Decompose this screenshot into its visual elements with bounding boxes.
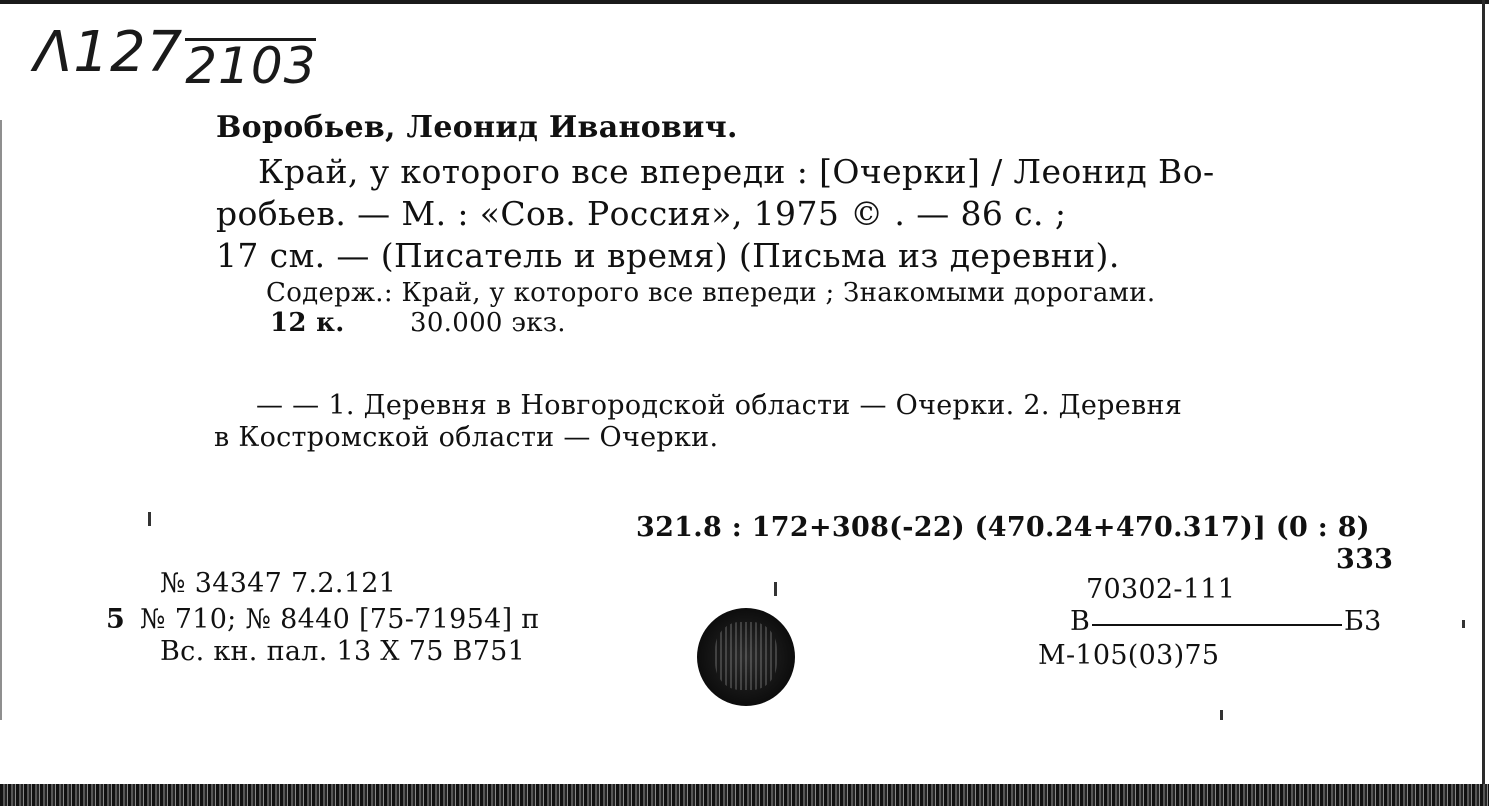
code-fraction-line — [1092, 624, 1342, 626]
code-top: 70302-111 — [1086, 574, 1236, 605]
card-bottom-edge — [0, 784, 1489, 806]
card-punch-hole — [697, 608, 795, 706]
ink-speck — [148, 512, 151, 526]
author-heading: Воробьев, Леонид Иванович. — [216, 110, 738, 145]
catalog-prefix: 5 — [106, 604, 126, 635]
ink-speck — [1462, 620, 1465, 628]
price: 12 к. — [270, 308, 345, 338]
catalog-refs: № 710; № 8440 [75-71954] п — [140, 604, 540, 635]
handwritten-code-main: Λ127 — [34, 20, 184, 85]
code-mid-left: В — [1070, 606, 1091, 637]
title-line-2: робьев. — М. : «Сов. Россия», 1975 © . — 86 с. ; — [216, 194, 1067, 233]
handwritten-shelf-code — [34, 20, 317, 95]
title-line-3: 17 см. — (Писатель и время) (Письма из деревни). — [216, 236, 1120, 275]
subject-headings-line-2: в Костромской области — Очерки. — [214, 422, 719, 453]
ink-speck — [774, 582, 777, 596]
code-mid-right: Б3 — [1344, 606, 1382, 637]
catalog-index: Вс. кн. пал. 13 Х 75 В751 — [160, 636, 526, 667]
subject-headings-line-1: — — 1. Деревня в Новгородской области — Очерки. 2. Деревня — [256, 390, 1183, 421]
card-left-edge — [0, 120, 2, 720]
ink-speck — [1220, 710, 1223, 720]
classification-index: 321.8 : 172+308(-22) (470.24+470.317)] (0 : 8) — [636, 512, 1370, 543]
code-bottom: М-105(03)75 — [1038, 640, 1220, 671]
catalog-numbers: № 34347 7.2.121 — [160, 568, 397, 599]
card-right-edge — [1482, 0, 1485, 790]
contents-note: Содерж.: Край, у которого все впереди ; Знакомыми дорогами. — [266, 278, 1156, 308]
handwritten-code-sub: 2103 — [185, 37, 317, 95]
author-sign: 333 — [1336, 544, 1394, 575]
card-top-edge — [0, 0, 1489, 4]
print-run: 30.000 экз. — [410, 308, 566, 338]
title-line-1: Край, у которого все впереди : [Очерки] / Леонид Во- — [258, 152, 1215, 191]
